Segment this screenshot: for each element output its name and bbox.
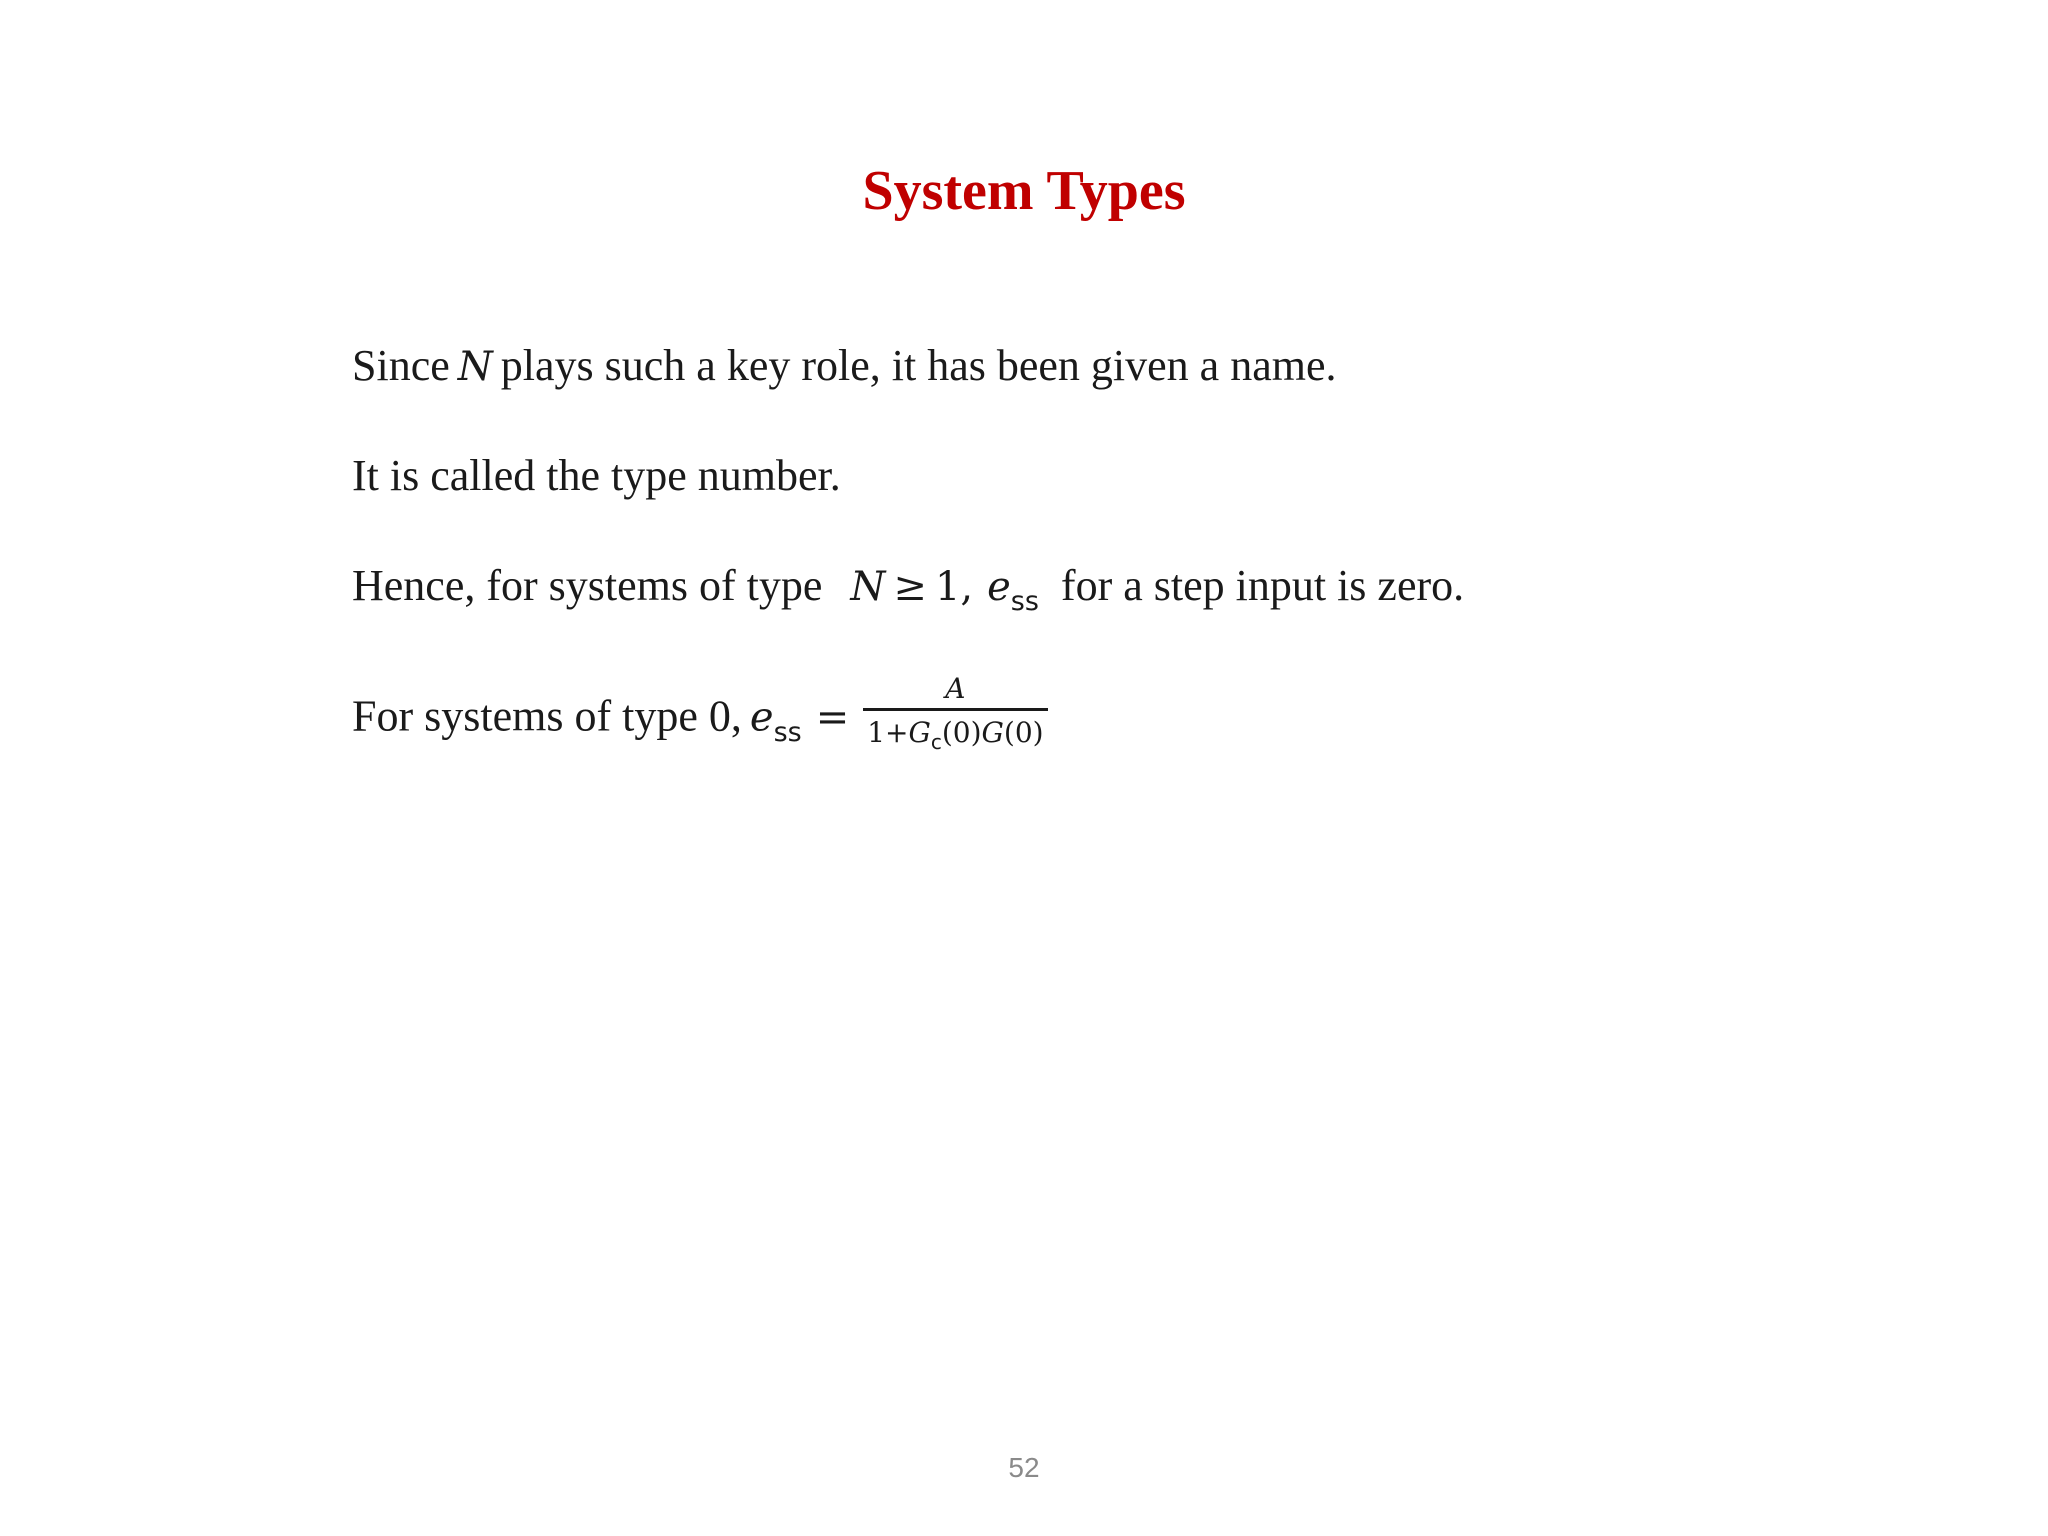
line2-text: It is called the type number. (352, 451, 841, 500)
line1-after: plays such a key role, it has been given a name. (500, 341, 1337, 390)
slide-title: System Types (862, 160, 1186, 222)
page-number: 52 (1008, 1452, 1040, 1483)
fraction-ess (863, 670, 1047, 755)
symbol-e: e (987, 564, 1011, 610)
line3-after: for a step input is zero. (1060, 561, 1465, 610)
text-line-step-input (352, 558, 1464, 620)
text-line-type-zero-formula (352, 672, 1048, 763)
den-arg2: (0) (1003, 716, 1044, 749)
symbol-N-type: N (850, 564, 886, 610)
symbol-e-type0: e (749, 694, 774, 741)
symbol-greater-equal: ≥ (893, 564, 927, 610)
den-G2: G (981, 716, 1004, 749)
den-subscript-c: c (930, 730, 942, 754)
den-G: G (908, 716, 931, 749)
subscript-ss: ss (1010, 586, 1039, 617)
symbol-one: 1, (934, 564, 974, 610)
text-line-type-number (352, 448, 841, 504)
fraction-numerator: A (945, 672, 966, 705)
fraction-denominator (863, 708, 1047, 755)
den-one-plus: 1+ (867, 716, 909, 749)
text-line-type-role (352, 338, 1337, 395)
symbol-N: N (457, 344, 493, 390)
line4-before: For systems of type 0, (352, 691, 742, 741)
symbol-equals: = (815, 694, 850, 741)
line3-before: Hence, for systems of type (352, 561, 823, 610)
line1-before: Since (352, 341, 450, 390)
den-arg1: (0) (941, 716, 982, 749)
subscript-ss-type0: ss (773, 716, 802, 748)
